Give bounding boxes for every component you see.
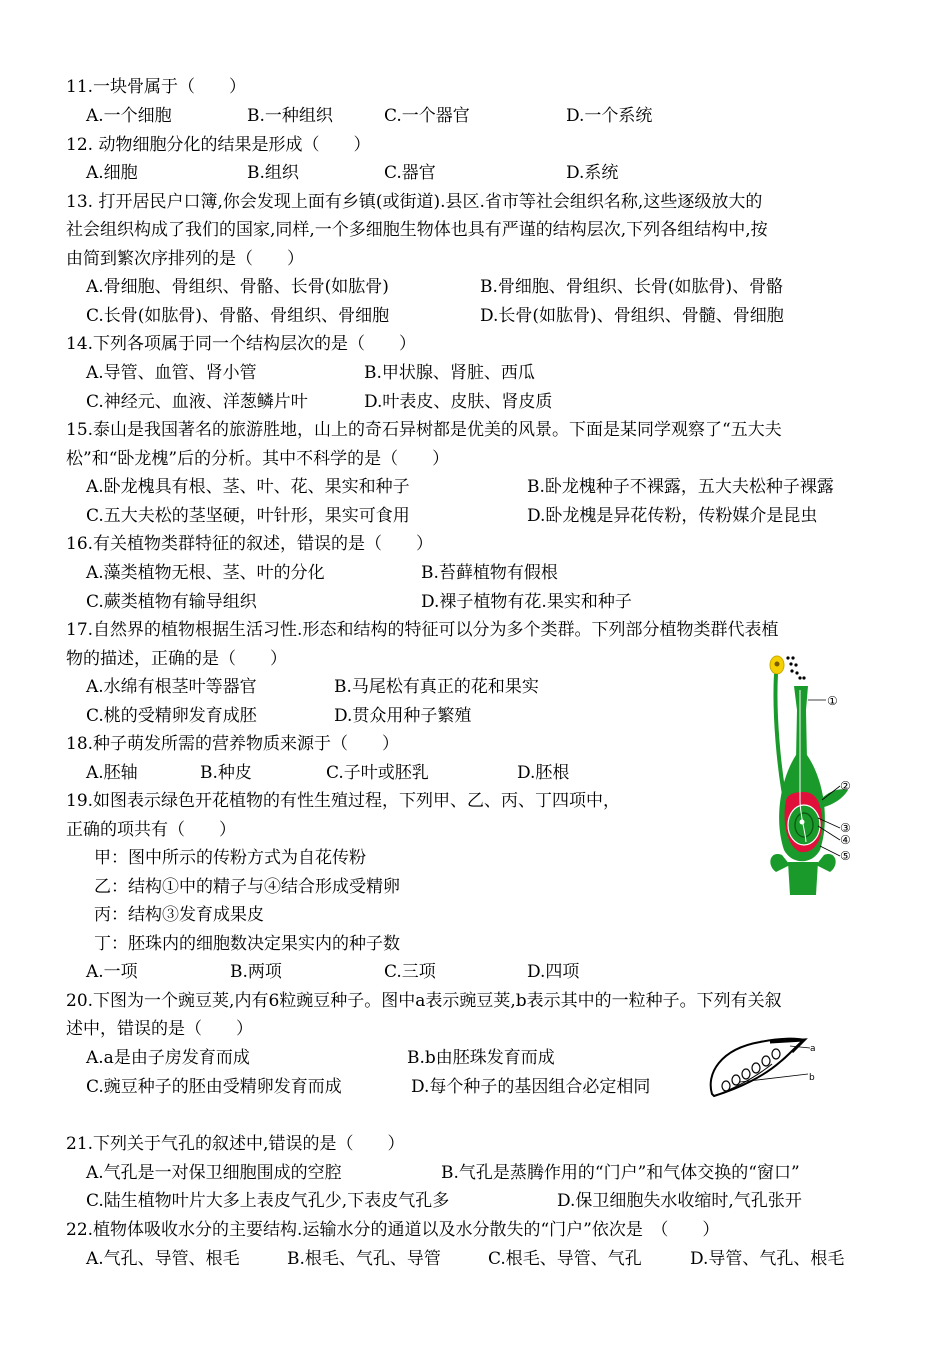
q11-stem: 11.一块骨属于（ ） (66, 77, 247, 97)
q11-option-c[interactable]: C.一个器官 (384, 106, 470, 126)
q12-option-d[interactable]: D.系统 (566, 163, 619, 183)
q20-option-a[interactable]: A.a是由子房发育而成 (86, 1048, 250, 1068)
q13-stem-line-3: 由简到繁次序排列的是（ ） (66, 249, 304, 269)
q16-option-d[interactable]: D.裸子植物有花.果实和种子 (421, 592, 632, 612)
q12-option-a[interactable]: A.细胞 (86, 163, 138, 183)
q22-option-c[interactable]: C.根毛、导管、气孔 (488, 1249, 642, 1269)
q18-option-d[interactable]: D.胚根 (517, 763, 570, 783)
q16-stem: 16.有关植物类群特征的叙述，错误的是（ ） (66, 534, 434, 554)
q19-stem-line-2: 正确的项共有（ ） (66, 820, 236, 840)
q21-option-b[interactable]: B.气孔是蒸腾作用的“门户”和气体交换的“窗口” (441, 1163, 800, 1183)
q22-stem: 22.植物体吸收水分的主要结构.运输水分的通道以及水分散失的“门户”依次是 （ ） (66, 1220, 720, 1240)
q19-statement-ding: 丁：胚珠内的细胞数决定果实内的种子数 (94, 934, 400, 954)
q15-option-c[interactable]: C.五大夫松的茎坚硬，叶针形，果实可食用 (86, 506, 410, 526)
q13-option-a[interactable]: A.骨细胞、骨组织、骨骼、长骨(如肱骨) (86, 277, 389, 297)
q22-option-b[interactable]: B.根毛、气孔、导管 (287, 1249, 441, 1269)
q19-option-d[interactable]: D.四项 (527, 962, 580, 982)
q21-option-a[interactable]: A.气孔是一对保卫细胞围成的空腔 (86, 1163, 342, 1183)
flower-label-1: ① (827, 694, 838, 708)
q19-option-a[interactable]: A.一项 (86, 962, 138, 982)
q14-stem: 14.下列各项属于同一个结构层次的是（ ） (66, 334, 417, 354)
pod-label-b: b (809, 1073, 815, 1083)
flower-label-5: ⑤ (840, 849, 851, 863)
q17-stem-line-1: 17.自然界的植物根据生活习性.形态和结构的特征可以分为多个类群。下列部分植物类群代表植 (66, 620, 779, 640)
q11-option-d[interactable]: D.一个系统 (566, 106, 653, 126)
q13-stem-line-2: 社会组织构成了我们的国家,同样,一个多细胞生物体也具有严谨的结构层次,下列各组结构中,按 (66, 220, 768, 240)
q22-option-d[interactable]: D.导管、气孔、根毛 (690, 1249, 845, 1269)
q16-option-b[interactable]: B.苔藓植物有假根 (421, 563, 558, 583)
q17-option-a[interactable]: A.水绵有根茎叶等器官 (86, 677, 257, 697)
q12-option-c[interactable]: C.器官 (384, 163, 436, 183)
q19-option-c[interactable]: C.三项 (384, 962, 436, 982)
q17-option-d[interactable]: D.贯众用种子繁殖 (334, 706, 472, 726)
q13-option-b[interactable]: B.骨细胞、骨组织、长骨(如肱骨)、骨骼 (480, 277, 784, 297)
ovule (788, 805, 820, 845)
q20-option-b[interactable]: B.b由胚珠发育而成 (407, 1048, 555, 1068)
q21-option-d[interactable]: D.保卫细胞失水收缩时,气孔张开 (557, 1191, 802, 1211)
q17-stem-line-2: 物的描述，正确的是（ ） (66, 649, 287, 669)
q12-option-b[interactable]: B.组织 (247, 163, 299, 183)
q14-option-c[interactable]: C.神经元、血液、洋葱鳞片叶 (86, 392, 308, 412)
q19-option-b[interactable]: B.两项 (230, 962, 282, 982)
q15-option-b[interactable]: B.卧龙槐种子不裸露，五大夫松种子裸露 (527, 477, 834, 497)
q20-stem-line-2: 述中，错误的是（ ） (66, 1019, 253, 1039)
q15-stem-line-1: 15.泰山是我国著名的旅游胜地，山上的奇石异树都是优美的风景。下面是某同学观察了“五大夫 (66, 420, 782, 440)
q15-stem-line-2: 松”和“卧龙槐”后的分析。其中不科学的是（ ） (66, 449, 450, 469)
q13-option-c[interactable]: C.长骨(如肱骨)、骨骼、骨组织、骨细胞 (86, 306, 390, 326)
flower-pistil-figure (760, 650, 870, 895)
q20-option-d[interactable]: D.每个种子的基因组合必定相同 (411, 1077, 651, 1097)
q13-stem-line-1: 13. 打开居民户口簿,你会发现上面有乡镇(或街道).县区.省市等社会组织名称,这些逐级放大的 (66, 192, 763, 212)
q16-option-a[interactable]: A.藻类植物无根、茎、叶的分化 (86, 563, 325, 583)
q12-stem: 12. 动物细胞分化的结果是形成（ ） (66, 135, 371, 155)
q15-option-d[interactable]: D.卧龙槐是异花传粉，传粉媒介是昆虫 (527, 506, 818, 526)
q11-option-b[interactable]: B.一种组织 (247, 106, 333, 126)
q15-option-a[interactable]: A.卧龙槐具有根、茎、叶、花、果实和种子 (86, 477, 410, 497)
flower-label-3: ③ (840, 821, 851, 835)
flower-label-2: ② (840, 779, 851, 793)
q18-stem: 18.种子萌发所需的营养物质来源于（ ） (66, 734, 400, 754)
pod-label-a: a (810, 1044, 816, 1054)
q18-option-b[interactable]: B.种皮 (200, 763, 252, 783)
q21-option-c[interactable]: C.陆生植物叶片大多上表皮气孔少,下表皮气孔多 (86, 1191, 450, 1211)
q16-option-c[interactable]: C.蕨类植物有输导组织 (86, 592, 257, 612)
q20-stem-line-1: 20.下图为一个豌豆荚,内有6粒豌豆种子。图中a表示豌豆荚,b表示其中的一粒种子。下列有关叙 (66, 991, 782, 1011)
q17-option-b[interactable]: B.马尾松有真正的花和果实 (334, 677, 539, 697)
q19-statement-yi: 乙：结构①中的精子与④结合形成受精卵 (94, 877, 400, 897)
q11-option-a[interactable]: A.一个细胞 (86, 106, 172, 126)
q17-option-c[interactable]: C.桃的受精卵发育成胚 (86, 706, 257, 726)
q19-stem-line-1: 19.如图表示绿色开花植物的有性生殖过程，下列甲、乙、丙、丁四项中， (66, 791, 621, 811)
q22-option-a[interactable]: A.气孔、导管、根毛 (86, 1249, 240, 1269)
q14-option-d[interactable]: D.叶表皮、皮肤、肾皮质 (364, 392, 553, 412)
pea-pod-figure (700, 1024, 820, 1104)
q19-statement-jia: 甲：图中所示的传粉方式为自花传粉 (94, 848, 366, 868)
q14-option-a[interactable]: A.导管、血管、肾小管 (86, 363, 257, 383)
pea-pod (711, 1039, 804, 1096)
q18-option-c[interactable]: C.子叶或胚乳 (326, 763, 429, 783)
q14-option-b[interactable]: B.甲状腺、肾脏、西瓜 (364, 363, 535, 383)
q13-option-d[interactable]: D.长骨(如肱骨)、骨组织、骨髓、骨细胞 (480, 306, 784, 326)
q18-option-a[interactable]: A.胚轴 (86, 763, 138, 783)
q19-statement-bing: 丙：结构③发育成果皮 (94, 905, 264, 925)
q21-stem: 21.下列关于气孔的叙述中,错误的是（ ） (66, 1134, 405, 1154)
q20-option-c[interactable]: C.豌豆种子的胚由受精卵发育而成 (86, 1077, 342, 1097)
flower-label-4: ④ (840, 833, 851, 847)
